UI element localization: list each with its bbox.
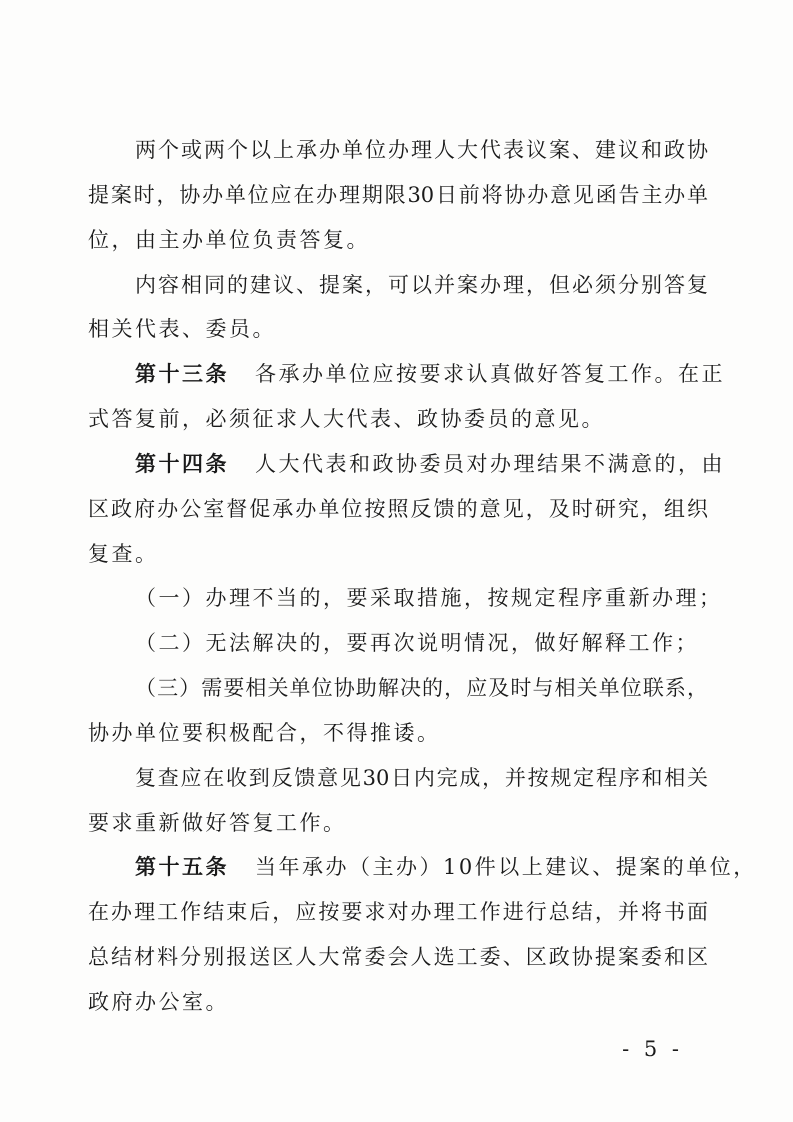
list-item: （二）无法解决的，要再次说明情况，做好解释工作；	[135, 631, 699, 655]
text-line: 区政府办公室督促承办单位按照反馈的意见，及时研究，组织	[88, 497, 708, 521]
text-line: 政府办公室。	[88, 990, 229, 1014]
article-13-line	[135, 359, 725, 389]
text-line: 要求重新做好答复工作。	[88, 811, 347, 835]
article-15-title: 第十五条	[135, 855, 229, 879]
text-span: 当年承办（主办）10件以上建议、提案的单位，	[255, 855, 757, 879]
text-line: 复查应在收到反馈意见30日内完成，并按规定程序和相关	[135, 766, 708, 790]
article-15-line	[135, 852, 757, 882]
text-line: 式答复前，必须征求人大代表、政协委员的意见。	[88, 407, 605, 431]
text-line: 两个或两个以上承办单位办理人大代表议案、建议和政协	[135, 138, 708, 162]
text-line: 总结材料分别报送区人大常委会人选工委、区政协提案委和区	[88, 945, 708, 969]
text-line: 在办理工作结束后，应按要求对办理工作进行总结，并将书面	[88, 900, 708, 924]
text-line: 复查。	[88, 542, 159, 566]
list-item: （一）办理不当的，要采取措施，按规定程序重新办理；	[135, 586, 723, 610]
text-line: 提案时，协办单位应在办理期限30日前将协办意见函告主办单	[88, 183, 708, 207]
article-14-title: 第十四条	[135, 452, 229, 476]
page-number: - 5 -	[622, 1037, 683, 1061]
text-span: 各承办单位应按要求认真做好答复工作。在正	[255, 362, 725, 386]
article-13-title: 第十三条	[135, 362, 229, 386]
text-span: 人大代表和政协委员对办理结果不满意的，由	[255, 452, 725, 476]
list-item: （三）需要相关单位协助解决的，应及时与相关单位联系，	[135, 676, 708, 700]
text-line: 内容相同的建议、提案，可以并案办理，但必须分别答复	[135, 273, 708, 297]
text-line: 相关代表、委员。	[88, 317, 276, 341]
article-14-line	[135, 449, 725, 479]
text-line: 协办单位要积极配合，不得推诿。	[88, 721, 441, 745]
text-line: 位，由主办单位负责答复。	[88, 228, 370, 252]
